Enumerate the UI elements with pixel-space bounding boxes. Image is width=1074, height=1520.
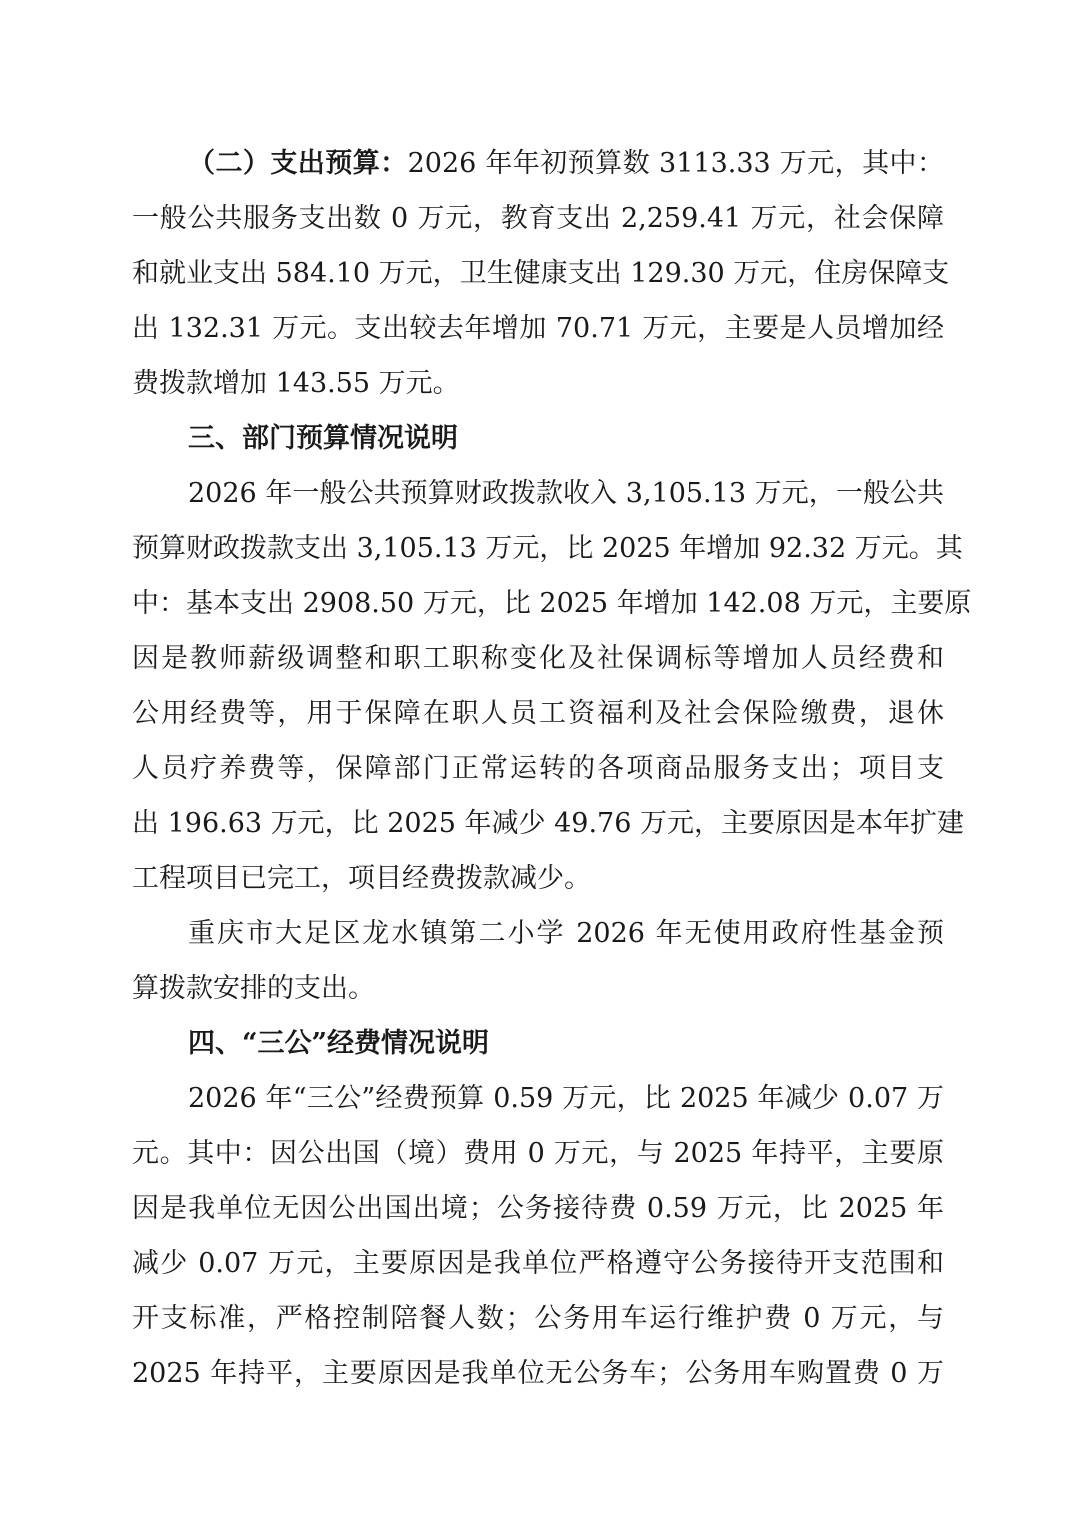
dept-budget-line-1: 2026 年一般公共预算财政拨款收入 3,105.13 万元，一般公共 <box>188 478 944 509</box>
expense-budget-lead: （二）支出预算： <box>188 148 408 179</box>
three-public-line-3: 因是我单位无因公出国出境；公务接待费 0.59 万元，比 2025 年 <box>132 1193 944 1224</box>
dept-budget-line-7: 出 196.63 万元，比 2025 年减少 49.76 万元，主要原因是本年扩建 <box>132 808 964 839</box>
dept-budget-line-5: 公用经费等，用于保障在职人员工资福利及社会保险缴费，退休 <box>132 698 944 729</box>
dept-budget-line-8: 工程项目已完工，项目经费拨款减少。 <box>132 863 591 894</box>
three-public-line-4: 减少 0.07 万元，主要原因是我单位严格遵守公务接待开支范围和 <box>132 1248 944 1279</box>
document-page <box>132 136 972 1401</box>
expense-budget-line-1 <box>132 136 944 191</box>
expense-budget-line-5: 费拨款增加 143.55 万元。 <box>132 368 460 399</box>
dept-budget-line-2: 预算财政拨款支出 3,105.13 万元，比 2025 年增加 92.32 万元。其 <box>132 533 963 564</box>
dept-budget-line-6: 人员疗养费等，保障部门正常运转的各项商品服务支出；项目支 <box>132 753 944 784</box>
three-public-line-5: 开支标准，严格控制陪餐人数；公务用车运行维护费 0 万元，与 <box>132 1303 944 1334</box>
dept-budget-line-4: 因是教师薪级调整和职工职称变化及社保调标等增加人员经费和 <box>132 643 944 674</box>
section-heading-4: 四、“三公”经费情况说明 <box>188 1028 490 1059</box>
three-public-line-2: 元。其中：因公出国（境）费用 0 万元，与 2025 年持平，主要原 <box>132 1138 944 1169</box>
section-heading-3: 三、部门预算情况说明 <box>188 423 458 454</box>
dept-budget-line-3: 中：基本支出 2908.50 万元，比 2025 年增加 142.08 万元，主要原 <box>132 588 972 619</box>
fund-budget-line-2: 算拨款安排的支出。 <box>132 973 375 1004</box>
three-public-line-1: 2026 年“三公”经费预算 0.59 万元，比 2025 年减少 0.07 万 <box>188 1083 944 1114</box>
expense-budget-line-3: 和就业支出 584.10 万元，卫生健康支出 129.30 万元，住房保障支 <box>132 258 950 289</box>
expense-budget-line-2: 一般公共服务支出数 0 万元，教育支出 2,259.41 万元，社会保障 <box>132 203 944 234</box>
expense-budget-line-4: 出 132.31 万元。支出较去年增加 70.71 万元，主要是人员增加经 <box>132 313 944 344</box>
fund-budget-line-1: 重庆市大足区龙水镇第二小学 2026 年无使用政府性基金预 <box>188 918 944 949</box>
three-public-line-6: 2025 年持平，主要原因是我单位无公务车；公务用车购置费 0 万 <box>132 1358 944 1389</box>
expense-budget-line-1-text: 2026 年年初预算数 3113.33 万元，其中： <box>407 148 944 179</box>
